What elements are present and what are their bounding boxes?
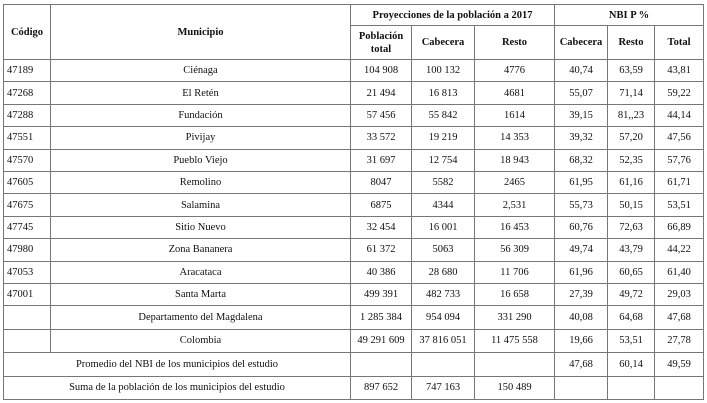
cell-poblacion-total: 8047 [351, 171, 412, 193]
cell-municipio: Ciénaga [51, 60, 351, 82]
promedio-nbi-cab: 47,68 [555, 353, 608, 376]
colombia-pob: 49 291 609 [351, 329, 412, 352]
cell-poblacion-total: 33 572 [351, 127, 412, 149]
cell-resto: 11 706 [475, 261, 555, 283]
cell-resto: 4681 [475, 82, 555, 104]
table-row [4, 239, 704, 261]
cell-cabecera: 4344 [412, 194, 475, 216]
table-row [4, 171, 704, 193]
population-nbi-table [3, 4, 704, 400]
cell-nbi-total: 66,89 [655, 216, 704, 238]
cell-nbi-resto: 71,14 [608, 82, 655, 104]
table-row [4, 127, 704, 149]
header-municipio: Municipio [51, 5, 351, 60]
cell-code: 47745 [4, 216, 51, 238]
cell-cabecera: 12 754 [412, 149, 475, 171]
cell-nbi-resto: 60,65 [608, 261, 655, 283]
promedio-row [4, 353, 704, 376]
cell-nbi-resto: 50,15 [608, 194, 655, 216]
table-row [4, 194, 704, 216]
cell-poblacion-total: 40 386 [351, 261, 412, 283]
promedio-nbi-resto: 60,14 [608, 353, 655, 376]
departamento-row [4, 306, 704, 329]
cell-nbi-resto: 63,59 [608, 60, 655, 82]
promedio-label: Promedio del NBI de los municipios del estudio [4, 353, 351, 376]
cell-resto: 56 309 [475, 239, 555, 261]
table-row [4, 104, 704, 126]
cell-cabecera: 5063 [412, 239, 475, 261]
cell-municipio: Fundación [51, 104, 351, 126]
cell-nbi-resto: 49,72 [608, 283, 655, 305]
promedio-nbi-total: 49,59 [655, 353, 704, 376]
colombia-nbi-total: 27,78 [655, 329, 704, 352]
cell-municipio: Pueblo Viejo [51, 149, 351, 171]
cell-nbi-cabecera: 55,07 [555, 82, 608, 104]
header-nbi-resto: Resto [608, 26, 655, 60]
departamento-nbi-resto: 64,68 [608, 306, 655, 329]
cell-code: 47570 [4, 149, 51, 171]
cell-nbi-cabecera: 39,32 [555, 127, 608, 149]
cell-nbi-cabecera: 40,74 [555, 60, 608, 82]
cell-resto: 1614 [475, 104, 555, 126]
suma-nbi-total [655, 376, 704, 399]
cell-poblacion-total: 31 697 [351, 149, 412, 171]
cell-cabecera: 19 219 [412, 127, 475, 149]
cell-nbi-cabecera: 49,74 [555, 239, 608, 261]
cell-resto: 2465 [475, 171, 555, 193]
cell-nbi-resto: 57,20 [608, 127, 655, 149]
cell-cabecera: 16 813 [412, 82, 475, 104]
cell-nbi-total: 61,71 [655, 171, 704, 193]
departamento-code [4, 306, 51, 329]
cell-municipio: Remolino [51, 171, 351, 193]
cell-municipio: Santa Marta [51, 283, 351, 305]
suma-cab: 747 163 [412, 376, 475, 399]
cell-nbi-total: 53,51 [655, 194, 704, 216]
cell-poblacion-total: 6875 [351, 194, 412, 216]
promedio-pob [351, 353, 412, 376]
cell-poblacion-total: 61 372 [351, 239, 412, 261]
cell-resto: 2,531 [475, 194, 555, 216]
cell-municipio: Zona Bananera [51, 239, 351, 261]
cell-poblacion-total: 21 494 [351, 82, 412, 104]
cell-code: 47268 [4, 82, 51, 104]
header-poblacion-total: Población total [351, 26, 412, 60]
cell-nbi-total: 57,76 [655, 149, 704, 171]
cell-nbi-total: 59,22 [655, 82, 704, 104]
departamento-nbi-cab: 40,08 [555, 306, 608, 329]
cell-municipio: Pivijay [51, 127, 351, 149]
header-proyecciones: Proyecciones de la población a 2017 [351, 5, 555, 26]
cell-code: 47551 [4, 127, 51, 149]
cell-municipio: Aracataca [51, 261, 351, 283]
cell-nbi-resto: 43,79 [608, 239, 655, 261]
table-row [4, 261, 704, 283]
header-codigo: Código [4, 5, 51, 60]
suma-row [4, 376, 704, 399]
suma-nbi-cab [555, 376, 608, 399]
table-row [4, 216, 704, 238]
cell-nbi-resto: 81,,23 [608, 104, 655, 126]
cell-nbi-cabecera: 27,39 [555, 283, 608, 305]
header-resto: Resto [475, 26, 555, 60]
departamento-resto: 331 290 [475, 306, 555, 329]
cell-code: 47675 [4, 194, 51, 216]
header-nbi: NBI P % [555, 5, 704, 26]
cell-municipio: Sitio Nuevo [51, 216, 351, 238]
cell-nbi-resto: 72,63 [608, 216, 655, 238]
suma-nbi-resto [608, 376, 655, 399]
cell-cabecera: 5582 [412, 171, 475, 193]
colombia-cab: 37 816 051 [412, 329, 475, 352]
cell-poblacion-total: 104 908 [351, 60, 412, 82]
cell-cabecera: 16 001 [412, 216, 475, 238]
colombia-nbi-cab: 19,66 [555, 329, 608, 352]
cell-code: 47605 [4, 171, 51, 193]
cell-code: 47980 [4, 239, 51, 261]
departamento-label: Departamento del Magdalena [51, 306, 351, 329]
suma-pob: 897 652 [351, 376, 412, 399]
promedio-resto [475, 353, 555, 376]
colombia-nbi-resto: 53,51 [608, 329, 655, 352]
cell-nbi-cabecera: 61,96 [555, 261, 608, 283]
cell-code: 47001 [4, 283, 51, 305]
table-row [4, 60, 704, 82]
cell-nbi-total: 43,81 [655, 60, 704, 82]
cell-nbi-resto: 52,35 [608, 149, 655, 171]
colombia-resto: 11 475 558 [475, 329, 555, 352]
cell-cabecera: 482 733 [412, 283, 475, 305]
cell-poblacion-total: 499 391 [351, 283, 412, 305]
cell-resto: 18 943 [475, 149, 555, 171]
suma-label: Suma de la población de los municipios del estudio [4, 376, 351, 399]
cell-code: 47288 [4, 104, 51, 126]
cell-cabecera: 28 680 [412, 261, 475, 283]
promedio-cab [412, 353, 475, 376]
cell-cabecera: 55 842 [412, 104, 475, 126]
cell-nbi-total: 44,22 [655, 239, 704, 261]
cell-resto: 16 453 [475, 216, 555, 238]
departamento-cab: 954 094 [412, 306, 475, 329]
cell-municipio: Salamina [51, 194, 351, 216]
cell-poblacion-total: 57 456 [351, 104, 412, 126]
cell-nbi-total: 44,14 [655, 104, 704, 126]
cell-resto: 16 658 [475, 283, 555, 305]
cell-code: 47053 [4, 261, 51, 283]
suma-resto: 150 489 [475, 376, 555, 399]
colombia-label: Colombia [51, 329, 351, 352]
header-cabecera: Cabecera [412, 26, 475, 60]
departamento-nbi-total: 47,68 [655, 306, 704, 329]
cell-nbi-cabecera: 55,73 [555, 194, 608, 216]
table-row [4, 82, 704, 104]
cell-cabecera: 100 132 [412, 60, 475, 82]
cell-municipio: El Retén [51, 82, 351, 104]
departamento-pob: 1 285 384 [351, 306, 412, 329]
colombia-row [4, 329, 704, 352]
cell-code: 47189 [4, 60, 51, 82]
header-nbi-cabecera: Cabecera [555, 26, 608, 60]
colombia-code [4, 329, 51, 352]
cell-nbi-cabecera: 60,76 [555, 216, 608, 238]
table-row [4, 283, 704, 305]
table-row [4, 149, 704, 171]
cell-resto: 14 353 [475, 127, 555, 149]
cell-poblacion-total: 32 454 [351, 216, 412, 238]
cell-nbi-cabecera: 61,95 [555, 171, 608, 193]
cell-nbi-total: 29,03 [655, 283, 704, 305]
cell-nbi-total: 61,40 [655, 261, 704, 283]
cell-nbi-resto: 61,16 [608, 171, 655, 193]
cell-nbi-cabecera: 39,15 [555, 104, 608, 126]
cell-resto: 4776 [475, 60, 555, 82]
header-nbi-total: Total [655, 26, 704, 60]
cell-nbi-cabecera: 68,32 [555, 149, 608, 171]
cell-nbi-total: 47,56 [655, 127, 704, 149]
